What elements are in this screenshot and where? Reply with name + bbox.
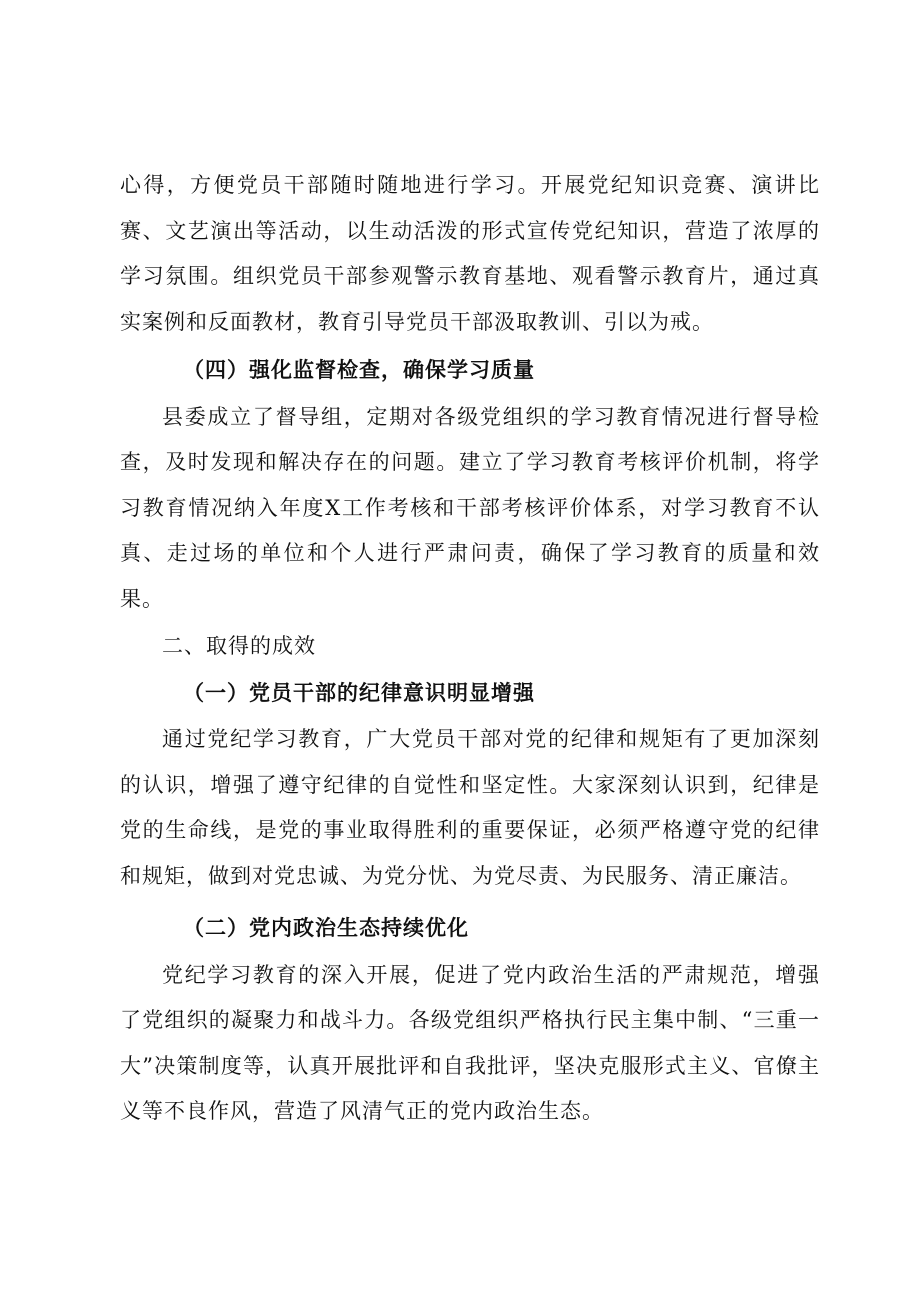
section-four-heading: （四）强化监督检查，确保学习质量: [183, 357, 535, 382]
part-two-heading: 二、取得的成效: [162, 634, 316, 658]
achievement-two-paragraph: 党纪学习教育的深入开展，促进了党内政治生活的严肃规范，增强了党组织的凝聚力和战斗力。各级党组织严格执行民主集中制、“三重一大”决策制度等，认真开展批评和自我批评，坚决克服形式主义、官僚主义等不良作风，营造了风清气正的党内政治生态。: [120, 962, 820, 1123]
document-body: [120, 163, 820, 1135]
achievement-two-heading: （二）党内政治生态持续优化: [183, 915, 469, 940]
achievement-one-heading: （一）党员干部的纪律意识明显增强: [183, 679, 535, 705]
achievement-one-paragraph: 通过党纪学习教育，广大党员干部对党的纪律和规矩有了更加深刻的认识，增强了遵守纪律的自觉性和坚定性。大家深刻认识到，纪律是党的生命线，是党的事业取得胜利的重要保证，必须严格遵守党的纪律和规矩，做到对党忠诚、为党分忧、为党尽责、为民服务、清正廉洁。: [120, 727, 820, 888]
section-four-paragraph: 县委成立了督导组，定期对各级党组织的学习教育情况进行督导检查，及时发现和解决存在的问题。建立了学习教育考核评价机制，将学习教育情况纳入年度X工作考核和干部考核评价体系，对学习教育不认真、走过场的单位和个人进行严肃问责，确保了学习教育的质量和效果。: [120, 404, 820, 611]
continuation-paragraph: 心得，方便党员干部随时随地进行学习。开展党纪知识竞赛、演讲比赛、文艺演出等活动，以生动活泼的形式宣传党纪知识，营造了浓厚的学习氛围。组织党员干部参观警示教育基地、观看警示教育片，通过真实案例和反面教材，教育引导党员干部汲取教训、引以为戒。: [120, 173, 820, 334]
